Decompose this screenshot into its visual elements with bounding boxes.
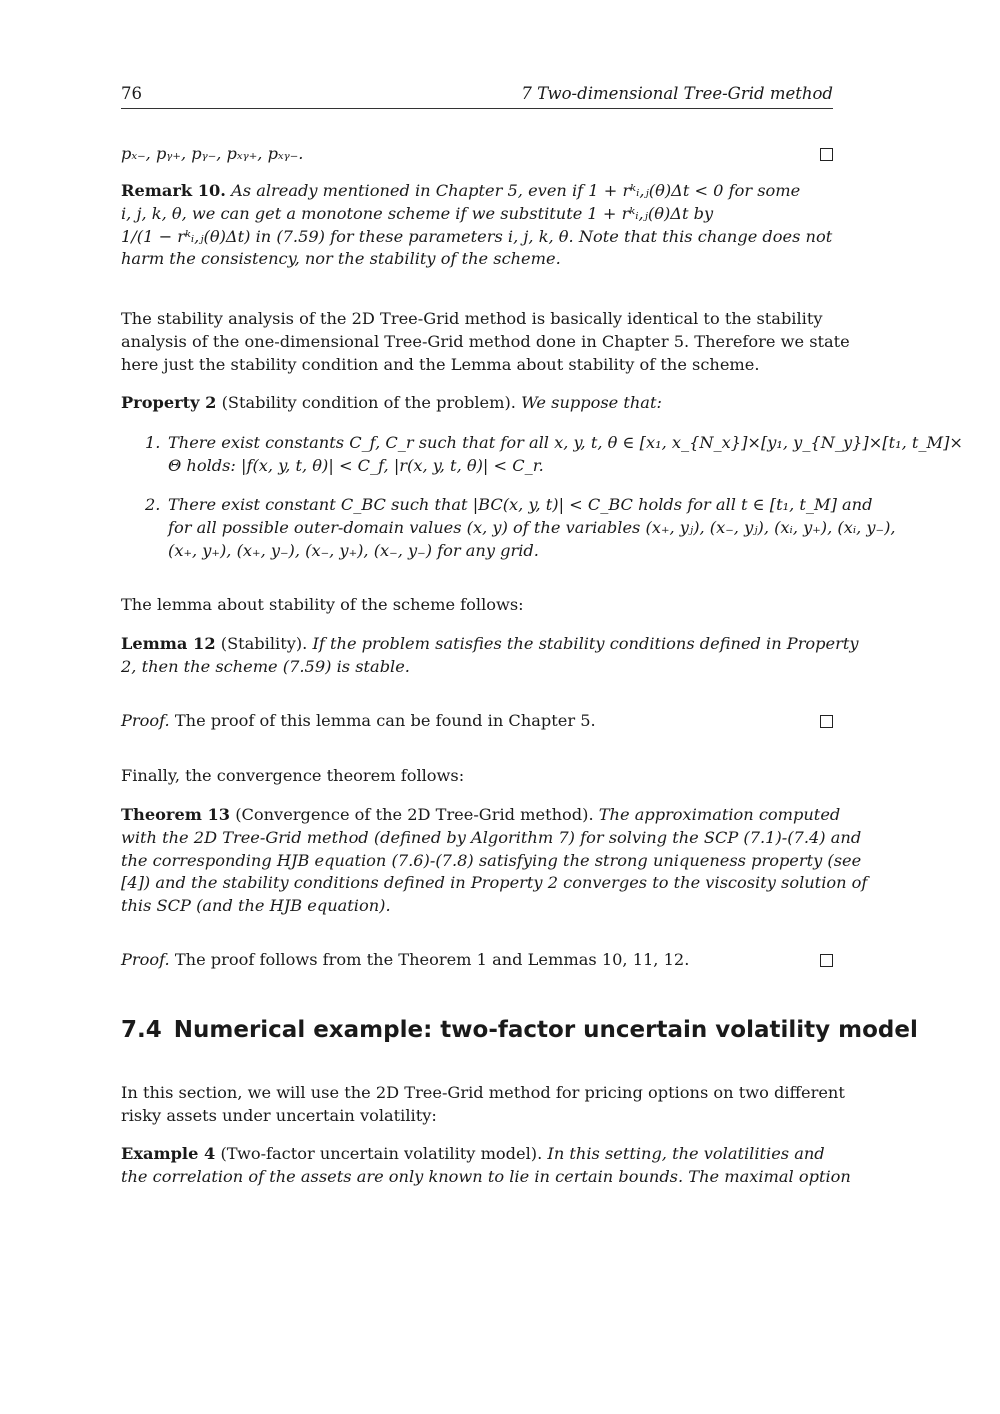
- page-number: 76: [121, 84, 142, 103]
- running-header: [121, 84, 833, 109]
- item-line: Θ holds: |f(x, y, t, θ)| < C_f, |r(x, y, t, θ)| < C_r.: [168, 455, 544, 475]
- proof-text: The proof of this lemma can be found in Chapter 5.: [174, 711, 596, 730]
- remark-line: As already mentioned in Chapter 5, even if 1 + rᵏᵢ,ⱼ(θ)Δt < 0 for some: [231, 181, 801, 200]
- qed-box-icon: [820, 715, 833, 728]
- remark-10: [121, 180, 833, 271]
- lemma-title: (Stability).: [220, 634, 308, 653]
- item-number: 2.: [145, 495, 161, 514]
- example-title: (Two-factor uncertain volatility model).: [220, 1144, 543, 1163]
- item-line: (x₊, y₊), (x₊, y₋), (x₋, y₊), (x₋, y₋) for any grid.: [168, 540, 539, 560]
- remark-line: 1/(1 − rᵏᵢ,ⱼ(θ)Δt) in (7.59) for these parameters i, j, k, θ. Note that this change does not: [121, 226, 833, 246]
- property-title: (Stability condition of the problem).: [221, 393, 516, 412]
- item-line: for all possible outer-domain values (x, y) of the variables (x₊, yⱼ), (x₋, yⱼ), (xᵢ, y₊), (xᵢ, y₋),: [168, 517, 896, 537]
- remark-line: harm the consistency, nor the stability of the scheme.: [121, 249, 561, 269]
- proof-label: Proof.: [121, 711, 170, 730]
- stability-paragraph: [121, 308, 850, 376]
- theorem-line: The approximation computed: [598, 805, 841, 824]
- proof-lemma: [121, 710, 833, 733]
- qed-box-icon: [820, 148, 833, 161]
- running-title: 7 Two-dimensional Tree-Grid method: [521, 84, 833, 103]
- remark-line: i, j, k, θ, we can get a monotone scheme if we substitute 1 + rᵏᵢ,ⱼ(θ)Δt by: [121, 203, 714, 223]
- paragraph-line: Finally, the convergence theorem follows:: [121, 766, 465, 785]
- paragraph-line: risky assets under uncertain volatility:: [121, 1105, 437, 1125]
- lemma-label: Lemma 12: [121, 634, 216, 653]
- theorem-line: the corresponding HJB equation (7.6)-(7.8) satisfying the strong uniqueness property (see: [121, 850, 862, 870]
- theorem-line: this SCP (and the HJB equation).: [121, 896, 391, 916]
- section-number: 7.4: [121, 1017, 162, 1043]
- paragraph-line: analysis of the one-dimensional Tree-Grid method done in Chapter 5. Therefore we state: [121, 331, 850, 351]
- lemma-line: 2, then the scheme (7.59) is stable.: [121, 656, 410, 676]
- property-label: Property 2: [121, 393, 217, 412]
- example-label: Example 4: [121, 1144, 216, 1163]
- property-lead: We suppose that:: [521, 393, 662, 412]
- section-intro: [121, 1082, 845, 1128]
- lemma-12: [121, 633, 859, 679]
- probabilities-text: pₓ₋, pᵧ₊, pᵧ₋, pₓᵧ₊, pₓᵧ₋.: [121, 144, 304, 163]
- theorem-label: Theorem 13: [121, 805, 231, 824]
- example-4: [121, 1143, 851, 1189]
- proof-label: Proof.: [121, 950, 170, 969]
- item-line: There exist constants C_f, C_r such that for all x, y, t, θ ∈ [x₁, x_{N_x}]×[y₁, y_{N_y}]×[t₁, t_M]×: [168, 433, 963, 452]
- proof-theorem: [121, 949, 833, 972]
- property-2: [121, 392, 833, 415]
- remark-label: Remark 10.: [121, 181, 226, 200]
- probabilities-line: [121, 143, 833, 166]
- theorem-intro: [121, 765, 833, 788]
- theorem-13: [121, 804, 868, 918]
- example-line: the correlation of the assets are only known to lie in certain bounds. The maximal option: [121, 1166, 851, 1186]
- item-line: There exist constant C_BC such that |BC(x, y, t)| < C_BC holds for all t ∈ [t₁, t_M] and: [168, 495, 873, 514]
- paragraph-line: In this section, we will use the 2D Tree-Grid method for pricing options on two different: [121, 1083, 845, 1102]
- lemma-line: If the problem satisfies the stability conditions defined in Property: [312, 634, 859, 653]
- example-line: In this setting, the volatilities and: [547, 1144, 825, 1163]
- item-number: 1.: [145, 433, 161, 452]
- paragraph-line: The lemma about stability of the scheme follows:: [121, 595, 524, 614]
- section-heading: [121, 1017, 918, 1043]
- lemma-intro: [121, 594, 833, 617]
- theorem-title: (Convergence of the 2D Tree-Grid method).: [235, 805, 594, 824]
- paragraph-line: The stability analysis of the 2D Tree-Grid method is basically identical to the stability: [121, 309, 823, 328]
- paragraph-line: here just the stability condition and the Lemma about stability of the scheme.: [121, 354, 760, 374]
- theorem-line: with the 2D Tree-Grid method (defined by Algorithm 7) for solving the SCP (7.1)-(7.4) and: [121, 827, 862, 847]
- section-title: Numerical example: two-factor uncertain volatility model: [173, 1017, 918, 1043]
- theorem-line: [4]) and the stability conditions defined in Property 2 converges to the viscosity solution of: [121, 873, 868, 893]
- proof-text: The proof follows from the Theorem 1 and Lemmas 10, 11, 12.: [174, 950, 690, 969]
- qed-box-icon: [820, 954, 833, 967]
